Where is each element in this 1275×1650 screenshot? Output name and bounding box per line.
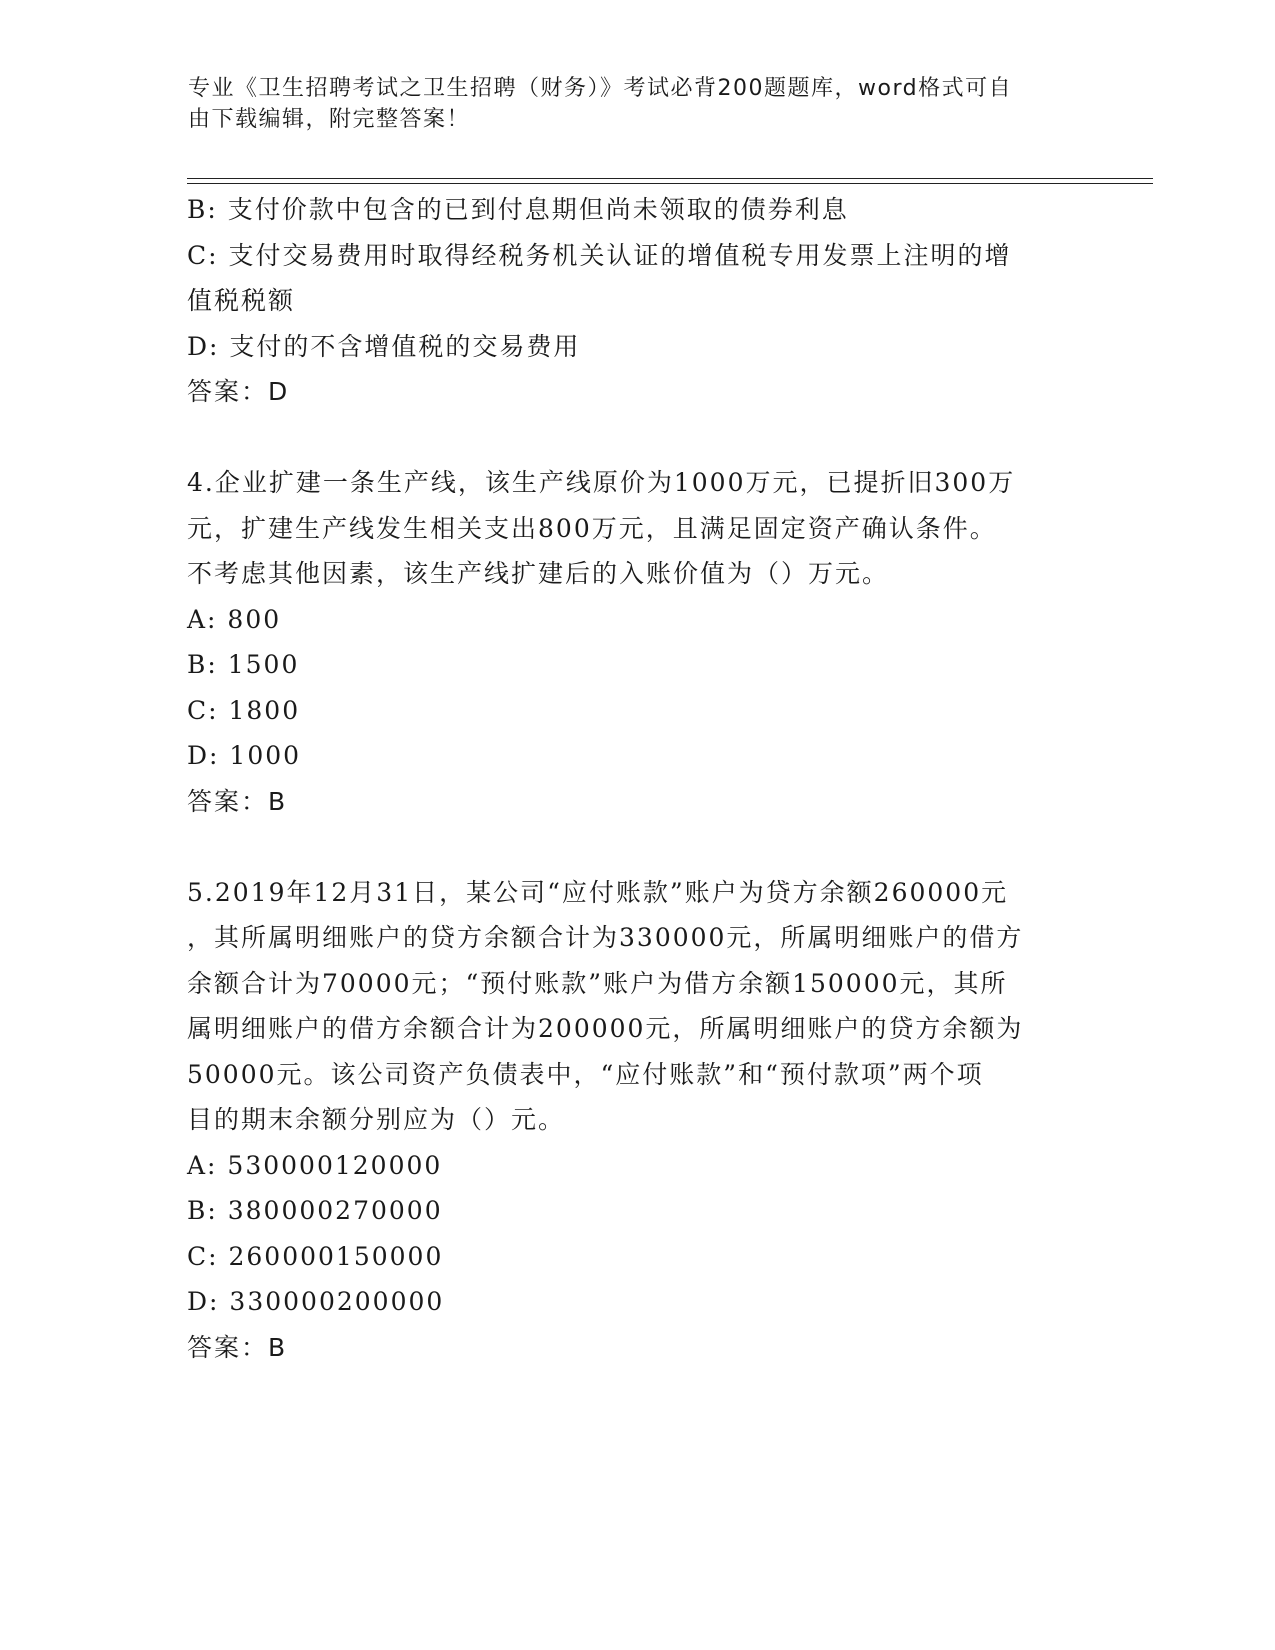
q5-stem-line-6: 目的期末余额分别应为（）元。 bbox=[187, 1105, 566, 1134]
q3-option-d: D: 支付的不含增值税的交易费用 bbox=[187, 331, 581, 361]
question-5 bbox=[187, 870, 1087, 1371]
q3-answer: 答案：D bbox=[187, 377, 290, 406]
q4-option-a: A: 800 bbox=[187, 604, 282, 634]
q5-option-a: A: 530000120000 bbox=[187, 1150, 443, 1180]
spacer bbox=[187, 415, 1087, 461]
q3-option-b: B: 支付价款中包含的已到付息期但尚未领取的债券利息 bbox=[187, 195, 849, 224]
header-line-2: 由下载编辑，附完整答案！ bbox=[188, 107, 471, 132]
spacer bbox=[187, 824, 1087, 870]
question-3-tail bbox=[187, 187, 1087, 415]
q5-stem-line-2: ，其所属明细账户的贷方余额合计为330000元，所属明细账户的借方 bbox=[187, 923, 1024, 952]
q5-option-d: D: 330000200000 bbox=[187, 1287, 445, 1316]
q5-stem-line-4: 属明细账户的借方余额合计为200000元，所属明细账户的贷方余额为 bbox=[187, 1014, 1024, 1043]
q4-stem-line-1: 4.企业扩建一条生产线，该生产线原价为1000万元，已提折旧300万 bbox=[187, 468, 1016, 497]
document-header bbox=[188, 73, 1078, 135]
q4-option-d: D: 1000 bbox=[187, 741, 302, 770]
q5-stem-line-5: 50000元。该公司资产负债表中，“应付账款”和“预付款项”两个项 bbox=[187, 1059, 984, 1089]
header-divider-bottom bbox=[187, 183, 1153, 184]
question-content bbox=[187, 187, 1087, 1370]
q4-option-b: B: 1500 bbox=[187, 650, 300, 679]
q5-answer: 答案：B bbox=[187, 1332, 288, 1362]
header-divider-top bbox=[187, 178, 1153, 179]
q4-answer: 答案：B bbox=[187, 786, 288, 816]
q4-stem-line-3: 不考虑其他因素，该生产线扩建后的入账价值为（）万元。 bbox=[187, 559, 890, 588]
q5-option-c: C: 260000150000 bbox=[187, 1241, 444, 1271]
q5-stem-line-1: 5.2019年12月31日，某公司“应付账款”账户为贷方余额260000元 bbox=[187, 877, 1009, 907]
q4-stem-line-2: 元，扩建生产线发生相关支出800万元，且满足固定资产确认条件。 bbox=[187, 513, 997, 543]
q5-stem-line-3: 余额合计为70000元；“预付账款”账户为借方余额150000元，其所 bbox=[187, 968, 1008, 998]
q3-option-c-line-2: 值税税额 bbox=[187, 286, 296, 315]
question-4 bbox=[187, 460, 1087, 824]
q3-option-c-line-1: C: 支付交易费用时取得经税务机关认证的增值税专用发票上注明的增 bbox=[187, 240, 1012, 270]
q4-option-c: C: 1800 bbox=[187, 695, 301, 725]
header-line-1: 专业《卫生招聘考试之卫生招聘（财务）》考试必背200题题库，word格式可自 bbox=[188, 76, 1013, 101]
q5-option-b: B: 380000270000 bbox=[187, 1196, 443, 1225]
